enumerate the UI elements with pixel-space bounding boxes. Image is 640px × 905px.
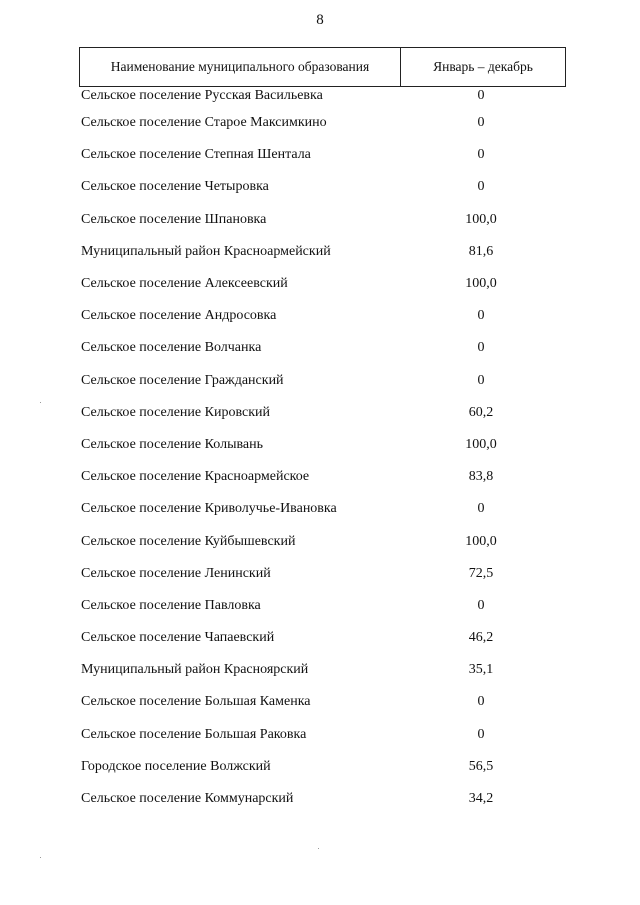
row-value: 81,6: [468, 243, 494, 259]
table-row: [81, 751, 566, 783]
table-body: [81, 85, 566, 815]
row-value: 0: [477, 726, 485, 742]
table-row: [81, 493, 566, 525]
table-row: [81, 300, 566, 332]
row-value: 46,2: [468, 630, 494, 646]
row-name: Муниципальный район Красноармейский: [81, 243, 331, 259]
row-value: 0: [477, 179, 485, 195]
row-name: Сельское поселение Шпановка: [81, 211, 267, 227]
table-row: [81, 332, 566, 364]
row-value: 100,0: [465, 276, 497, 292]
table-row: [81, 429, 566, 461]
row-value: 0: [477, 694, 485, 710]
row-name: Сельское поселение Волчанка: [81, 340, 262, 356]
row-name: Сельское поселение Гражданский: [81, 372, 284, 388]
row-value: 0: [477, 115, 485, 131]
row-name: Сельское поселение Красноармейское: [81, 469, 310, 485]
row-name: Сельское поселение Ленинский: [81, 565, 271, 581]
row-name: Сельское поселение Коммунарский: [81, 791, 294, 807]
table-row: [81, 654, 566, 686]
row-value: 0: [477, 88, 485, 103]
table-row: [81, 525, 566, 557]
table-row: [81, 590, 566, 622]
table-row: [81, 558, 566, 590]
row-value: 0: [477, 372, 485, 388]
row-name: Сельское поселение Большая Каменка: [81, 694, 311, 710]
row-value: 0: [477, 340, 485, 356]
scan-speck: [40, 402, 41, 403]
table-row: [81, 622, 566, 654]
table-row: [81, 783, 566, 815]
table-row: [81, 85, 566, 107]
table-header: [79, 47, 566, 87]
scan-speck: [318, 848, 319, 849]
table-row: [81, 204, 566, 236]
table-row: [81, 461, 566, 493]
table-row: [81, 268, 566, 300]
row-name: Сельское поселение Чапаевский: [81, 630, 275, 646]
table-row: [81, 236, 566, 268]
table-row: [81, 397, 566, 429]
row-value: 83,8: [468, 469, 494, 485]
row-value: 72,5: [468, 565, 494, 581]
table-row: [81, 171, 566, 203]
row-value: 60,2: [468, 404, 494, 420]
row-name: Сельское поселение Куйбышевский: [81, 533, 296, 549]
row-name: Муниципальный район Красноярский: [81, 662, 309, 678]
row-name: Сельское поселение Степная Шентала: [81, 147, 311, 163]
row-name: Сельское поселение Большая Раковка: [81, 726, 307, 742]
row-name: Сельское поселение Криволучье-Ивановка: [81, 501, 337, 517]
table-row: [81, 107, 566, 139]
row-name: Сельское поселение Кировский: [81, 404, 270, 420]
row-name: Сельское поселение Русская Васильевка: [81, 88, 323, 103]
row-value: 100,0: [465, 436, 497, 452]
column-header-name: Наименование муниципального образования: [80, 48, 401, 86]
row-value: 0: [477, 308, 485, 324]
row-name: Городское поселение Волжский: [81, 758, 271, 774]
row-value: 0: [477, 501, 485, 517]
row-value: 35,1: [468, 662, 494, 678]
row-value: 100,0: [465, 533, 497, 549]
column-header-period: Январь – декабрь: [433, 59, 533, 74]
row-value: 100,0: [465, 211, 497, 227]
row-name: Сельское поселение Алексеевский: [81, 276, 288, 292]
table-row: [81, 686, 566, 718]
row-name: Сельское поселение Колывань: [81, 436, 263, 452]
row-name: Сельское поселение Павловка: [81, 597, 261, 613]
row-name: Сельское поселение Андросовка: [81, 308, 277, 324]
scan-speck: [40, 857, 41, 858]
row-name: Сельское поселение Старое Максимкино: [81, 115, 327, 131]
page-number: 8: [316, 12, 324, 28]
table-row: [81, 139, 566, 171]
row-name: Сельское поселение Четыровка: [81, 179, 269, 195]
table-row: [81, 365, 566, 397]
row-value: 56,5: [468, 758, 494, 774]
row-value: 34,2: [468, 791, 494, 807]
row-value: 0: [477, 597, 485, 613]
row-value: 0: [477, 147, 485, 163]
table-row: [81, 719, 566, 751]
